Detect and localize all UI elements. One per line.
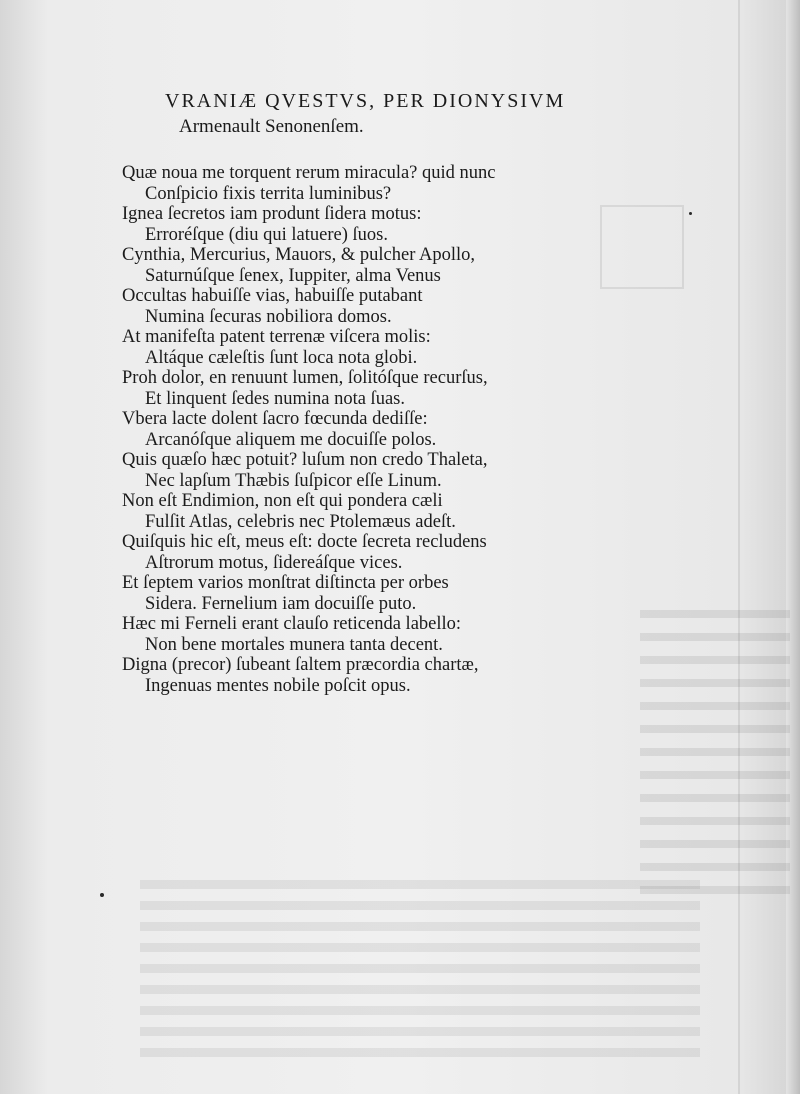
verse-line: Erroréſque (diu qui latuere) ſuos. [145, 224, 388, 245]
verse-line: Arcanóſque aliquem me docuiſſe polos. [145, 429, 437, 450]
verse-line: Saturnúſque ſenex, Iuppiter, alma Venus [145, 265, 441, 286]
poem-title: VRANIÆ QVESTVS, PER DIONYSIVM [165, 90, 566, 112]
poem-heading [165, 88, 565, 140]
verse-line: Ignea ſecretos iam produnt ſidera motus: [122, 204, 422, 224]
page-fold-shadow [738, 0, 740, 1094]
verse-line: Non eſt Endimion, non eſt qui pondera cæli [122, 491, 443, 511]
verse-line: Nec lapſum Thæbis ſuſpicor eſſe Linum. [145, 470, 442, 491]
verse-line: Fulſit Atlas, celebris nec Ptolemæus adeſt. [145, 511, 456, 532]
ink-spot [100, 893, 104, 897]
verse-line: Cynthia, Mercurius, Mauors, & pulcher Apollo, [122, 245, 475, 265]
poem-body [122, 163, 642, 696]
verse-line: Quis quæſo hæc potuit? luſum non credo Thaleta, [122, 450, 488, 470]
verse-line: Occultas habuiſſe vias, habuiſſe putabant [122, 286, 423, 306]
poem-author: Armenault Senonenſem. [179, 116, 364, 137]
verse-line: Quiſquis hic eſt, meus eſt: docte ſecreta recludens [122, 532, 487, 552]
verse-line: Ingenuas mentes nobile poſcit opus. [145, 675, 411, 696]
verse-line: Vbera lacte dolent ſacro fœcunda dediſſe: [122, 409, 428, 429]
verse-line: Sidera. Fernelium iam docuiſſe puto. [145, 593, 417, 614]
verse-line: Et linquent ſedes numina nota ſuas. [145, 388, 405, 409]
bleed-through-table [640, 610, 790, 900]
verse-line: Digna (precor) ſubeant ſaltem præcordia chartæ, [122, 655, 479, 675]
bleed-through-text [140, 880, 700, 1060]
ink-spot [689, 212, 692, 215]
verse-line: At manifeſta patent terrenæ viſcera molis: [122, 327, 431, 347]
verse-line: Conſpicio fixis territa luminibus? [145, 183, 392, 204]
verse-line: Hæc mi Ferneli erant clauſo reticenda labello: [122, 614, 462, 634]
verse-line: Proh dolor, en renuunt lumen, ſolitóſque recurſus, [122, 368, 488, 388]
verse-line: Numina ſecuras nobiliora domos. [145, 306, 392, 327]
verse-line: Altáque cæleſtis ſunt loca nota globi. [145, 347, 418, 368]
page-edge [786, 0, 800, 1094]
verse-line: Non bene mortales munera tanta decent. [145, 634, 443, 655]
verse-line: Quæ noua me torquent rerum miracula? quid nunc [122, 163, 496, 183]
verse-line: Aſtrorum motus, ſidereáſque vices. [145, 552, 403, 573]
verse-line: Et ſeptem varios monſtrat diſtincta per orbes [122, 573, 449, 593]
